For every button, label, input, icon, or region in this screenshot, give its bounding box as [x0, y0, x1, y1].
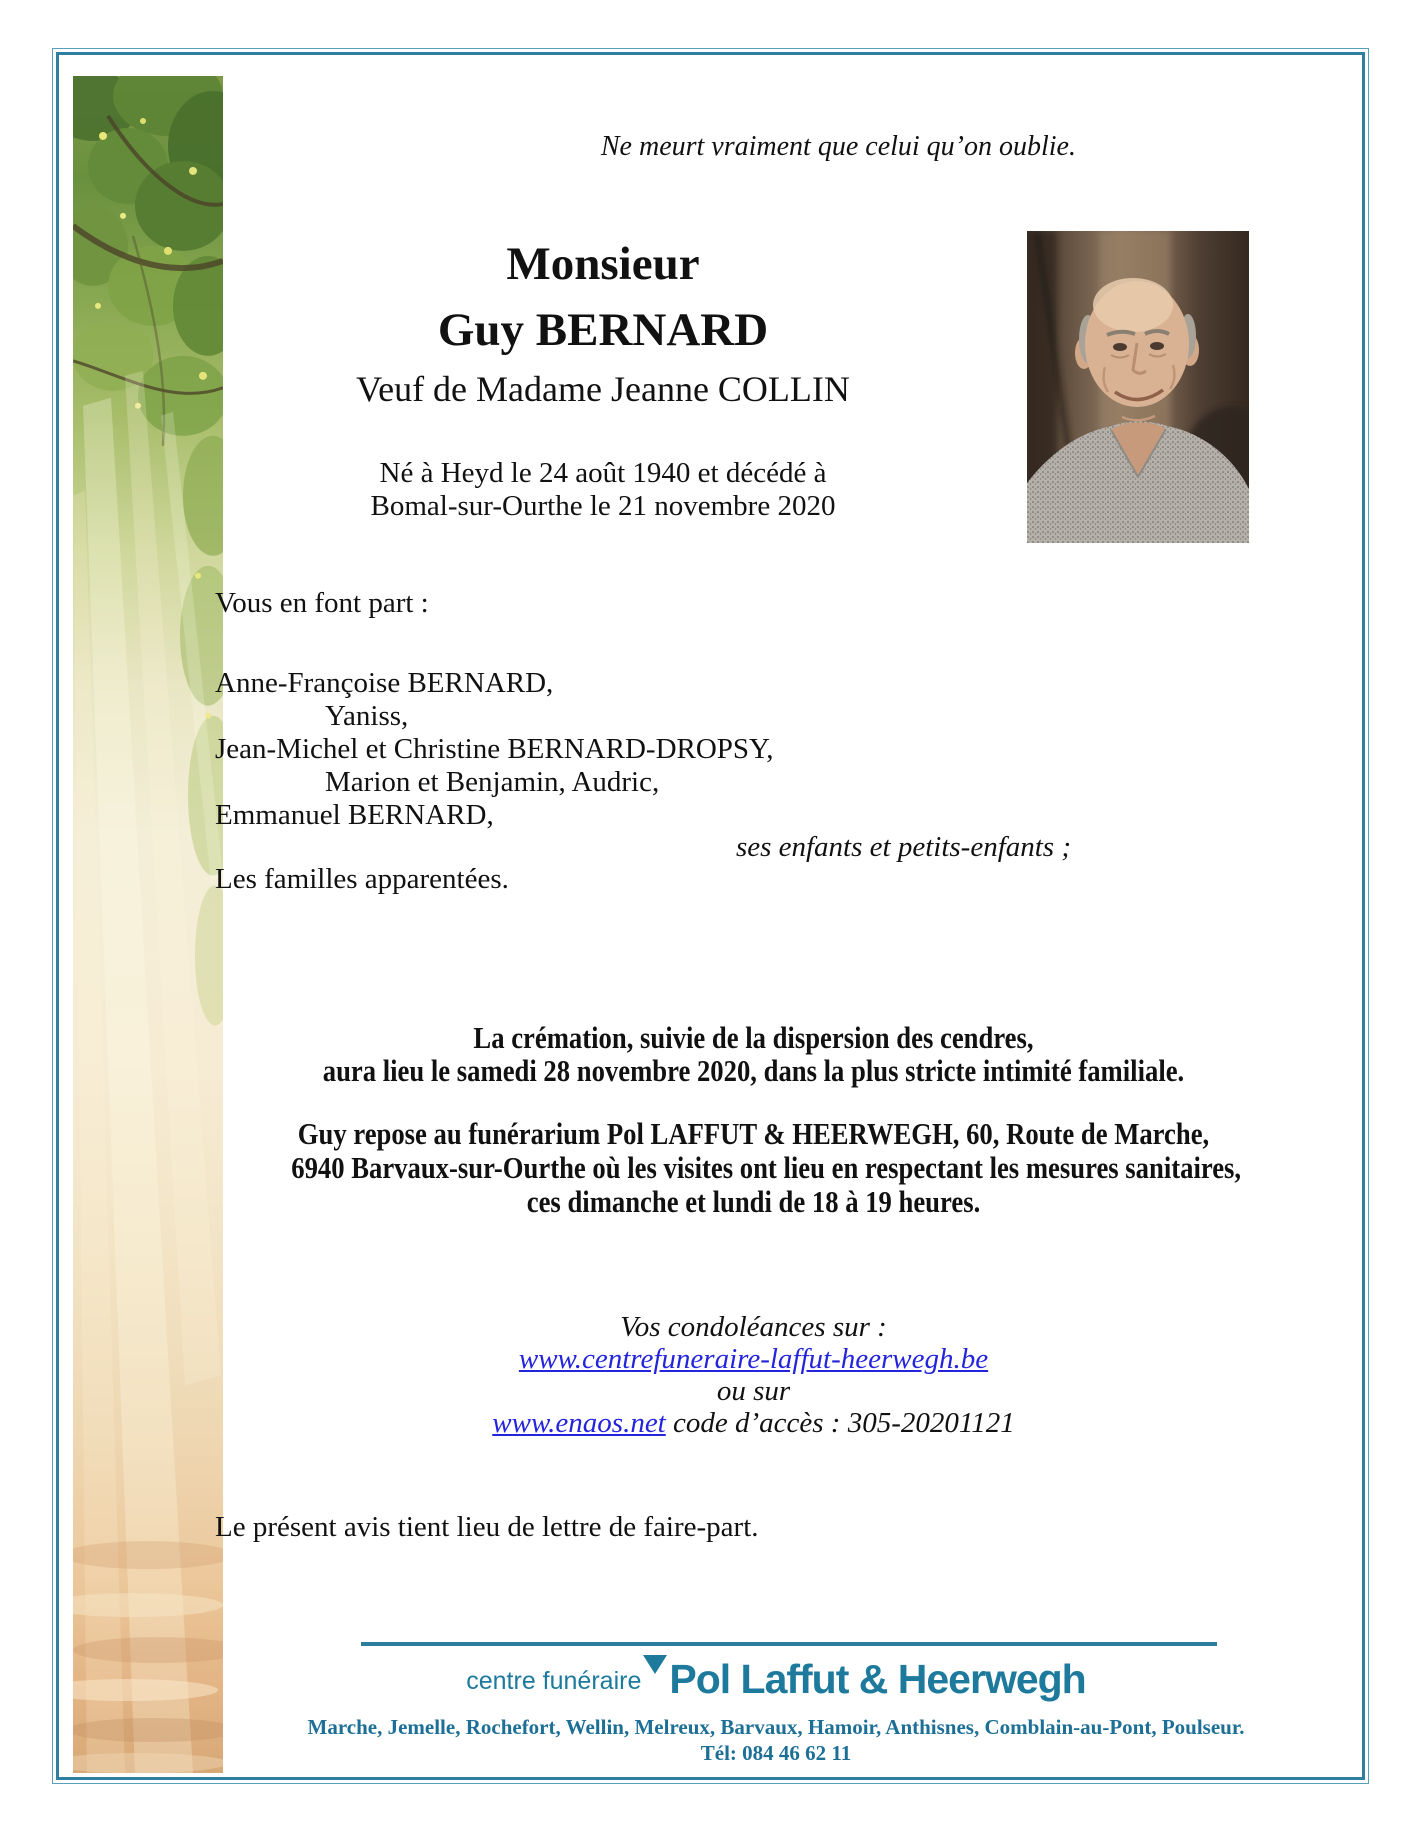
funeral-home-phone: Tél: 084 46 62 11: [700, 1741, 852, 1765]
repose-info: [216, 1117, 1291, 1219]
family-member: Marion et Benjamin, Audric,: [325, 766, 660, 798]
forest-path-illustration: [73, 76, 223, 1773]
condolences-block: [216, 1311, 1291, 1439]
condolences-link-funeraire[interactable]: www.centrefuneraire-laffut-heerwegh.be: [518, 1343, 989, 1375]
portrait-illustration: [1027, 231, 1249, 543]
condolences-link-enaos[interactable]: www.enaos.net: [492, 1407, 666, 1439]
death-line: Bomal-sur-Ourthe le 21 novembre 2020: [370, 490, 836, 522]
footer-divider: [361, 1642, 1217, 1646]
condolences-or: ou sur: [716, 1375, 791, 1407]
memorial-card: [56, 52, 1365, 1780]
repose-line: 6940 Barvaux-sur-Ourthe où les visites ont lieu en respectant les mesures sanitaires,: [291, 1150, 1242, 1185]
family-member: Anne-Françoise BERNARD,: [215, 667, 554, 699]
cremation-line: aura lieu le samedi 28 novembre 2020, dans la plus stricte intimité familiale.: [322, 1053, 1185, 1088]
related-families: Les familles apparentées.: [215, 863, 509, 895]
deceased-heading: [219, 231, 987, 415]
brand-small-label: centre funéraire: [466, 1667, 642, 1695]
logo-triangle-icon: [643, 1655, 667, 1674]
faire-part-notice: Le présent avis tient lieu de lettre de faire-part.: [215, 1511, 759, 1543]
announcement-intro: Vous en font part :: [215, 587, 429, 619]
access-code: code d’accès : 305-20201121: [673, 1407, 1015, 1439]
family-role: ses enfants et petits-enfants ;: [735, 831, 1071, 863]
family-list: [215, 667, 774, 832]
condolences-intro: Vos condoléances sur :: [620, 1311, 887, 1343]
epitaph-quote: Ne meurt vraiment que celui qu’on oublie.: [600, 131, 1076, 162]
funeral-home-locations: Marche, Jemelle, Rochefort, Wellin, Melreux, Barvaux, Hamoir, Anthisnes, Comblain-au-Pont, Poulseur.: [307, 1715, 1245, 1739]
deceased-title: Monsieur: [506, 238, 700, 290]
cremation-info: [216, 1021, 1291, 1087]
family-member: Emmanuel BERNARD,: [215, 799, 494, 831]
family-member: Jean-Michel et Christine BERNARD-DROPSY,: [215, 733, 774, 765]
portrait-photo: [1027, 231, 1249, 543]
funeral-home-brand: [216, 1657, 1336, 1701]
cremation-line: La crémation, suivie de la dispersion des cendres,: [473, 1020, 1034, 1055]
deceased-relation: Veuf de Madame Jeanne COLLIN: [356, 369, 850, 409]
deceased-name: Guy BERNARD: [437, 304, 769, 356]
brand-large-label: Pol Laffut & Heerwegh: [669, 1656, 1086, 1702]
life-dates: [219, 457, 987, 523]
repose-line: Guy repose au funérarium Pol LAFFUT & HEERWEGH, 60, Route de Marche,: [297, 1116, 1210, 1151]
forest-path-image: [73, 76, 223, 1773]
repose-line: ces dimanche et lundi de 18 à 19 heures.: [526, 1184, 981, 1219]
family-member: Yaniss,: [325, 700, 409, 732]
birth-line: Né à Heyd le 24 août 1940 et décédé à: [379, 457, 827, 489]
